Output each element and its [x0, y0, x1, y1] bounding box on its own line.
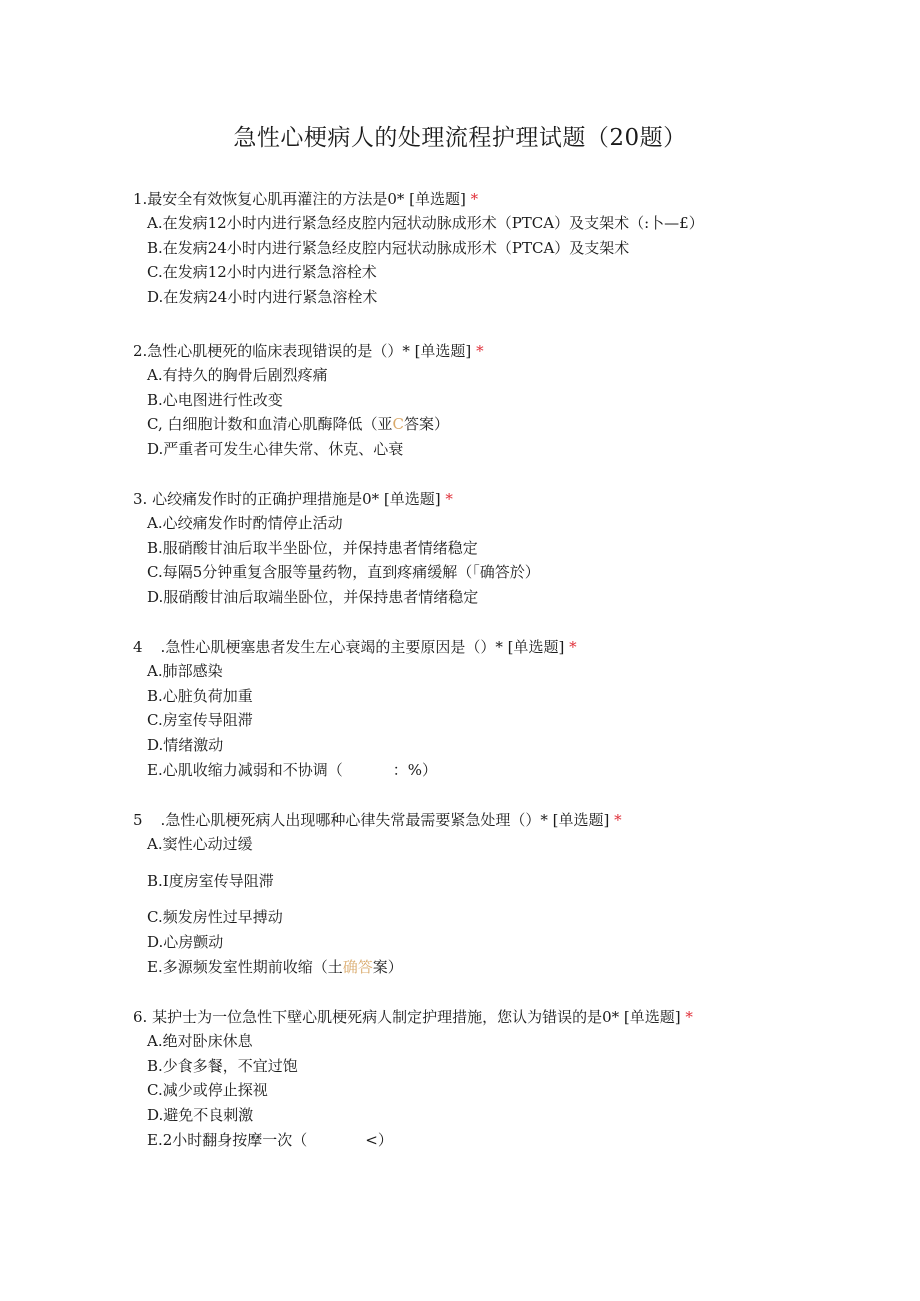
option-b[interactable]: B.少食多餐，不宜过饱 [147, 1056, 298, 1075]
option-d[interactable]: D.严重者可发生心律失常、休克、心衰 [147, 440, 404, 459]
option-a[interactable]: A.绝对卧床休息 [147, 1032, 253, 1050]
option-b[interactable]: B.服硝酸甘油后取半坐卧位，并保持患者情绪稳定 [147, 538, 478, 557]
question-5 [133, 808, 873, 980]
answer-mark: C [392, 415, 404, 434]
option-d[interactable]: D.心房颤动 [147, 933, 224, 952]
option-c[interactable]: C.减少或停止探视 [147, 1081, 268, 1100]
option-c[interactable]: C.频发房性过早搏动 [147, 908, 283, 927]
question-stem: 6. 某护士为一位急性下壁心肌梗死病人制定护理措施，您认为错误的是0* [单选题] * [133, 1008, 693, 1026]
option-e[interactable]: E.2小时翻身按摩一次（ <） [147, 1130, 393, 1149]
question-6 [133, 1005, 873, 1153]
option-d[interactable]: D.在发病24小时内进行紧急溶栓术 [147, 288, 378, 307]
option-d[interactable]: D.情绪激动 [147, 736, 224, 755]
question-3 [133, 487, 873, 610]
option-c[interactable]: C.房室传导阻滞 [147, 711, 253, 730]
required-star: * [685, 1008, 693, 1026]
option-b[interactable]: B.I度房室传导阻滞 [147, 871, 274, 890]
option-d[interactable]: D.避免不良刺激 [147, 1106, 254, 1125]
option-a[interactable]: A.有持久的胸骨后剧烈疼痛 [147, 366, 328, 384]
required-star: * [476, 342, 484, 360]
required-star: * [614, 811, 622, 829]
question-stem: 1.最安全有效恢复心肌再灌注的方法是0* [单选题] * [133, 190, 479, 208]
option-a[interactable]: A.心绞痛发作时酌情停止活动 [147, 514, 343, 532]
answer-mark: 确答 [342, 957, 373, 976]
question-stem: 2.急性心肌梗死的临床表现错误的是（）* [单选题] * [133, 342, 484, 360]
required-star: * [569, 638, 577, 656]
option-a[interactable]: A.肺部感染 [147, 662, 223, 680]
option-b[interactable]: B.心脏负荷加重 [147, 686, 253, 705]
question-stem: 5 .急性心肌梗死病人出现哪种心律失常最需要紧急处理（）* [单选题] * [133, 811, 622, 829]
option-c[interactable]: C.在发病12小时内进行紧急溶栓术 [147, 263, 377, 282]
question-stem: 4 .急性心肌梗塞患者发生左心衰竭的主要原因是（）* [单选题] * [133, 638, 577, 656]
option-a[interactable]: A.在发病12小时内进行紧急经皮腔内冠状动脉成形术（PTCA）及支架术（:卜—£） [147, 214, 704, 232]
question-4 [133, 635, 873, 783]
option-c[interactable]: C.每隔5分钟重复含服等量药物，直到疼痛缓解（「确答於） [147, 563, 540, 582]
option-b[interactable]: B.心电图进行性改变 [147, 390, 283, 409]
option-e[interactable]: E.心肌收缩力减弱和不协调（ ：%） [147, 760, 437, 779]
question-1 [133, 187, 873, 310]
question-stem: 3. 心绞痛发作时的正确护理措施是0* [单选题] * [133, 490, 453, 508]
option-d[interactable]: D.服硝酸甘油后取端坐卧位，并保持患者情绪稳定 [147, 588, 479, 607]
option-b[interactable]: B.在发病24小时内进行紧急经皮腔内冠状动脉成形术（PTCA）及支架术 [147, 238, 630, 257]
option-a[interactable]: A.窦性心动过缓 [147, 835, 253, 853]
required-star: * [470, 190, 479, 208]
page-title: 急性心梗病人的处理流程护理试题（20题） [233, 125, 687, 151]
option-c[interactable]: C, 白细胞计数和血清心肌酶降低（亚C答案） [147, 415, 449, 434]
question-2 [133, 339, 873, 462]
required-star: * [445, 490, 453, 508]
option-e[interactable]: E.多源频发室性期前收缩（土确答案） [147, 957, 403, 976]
